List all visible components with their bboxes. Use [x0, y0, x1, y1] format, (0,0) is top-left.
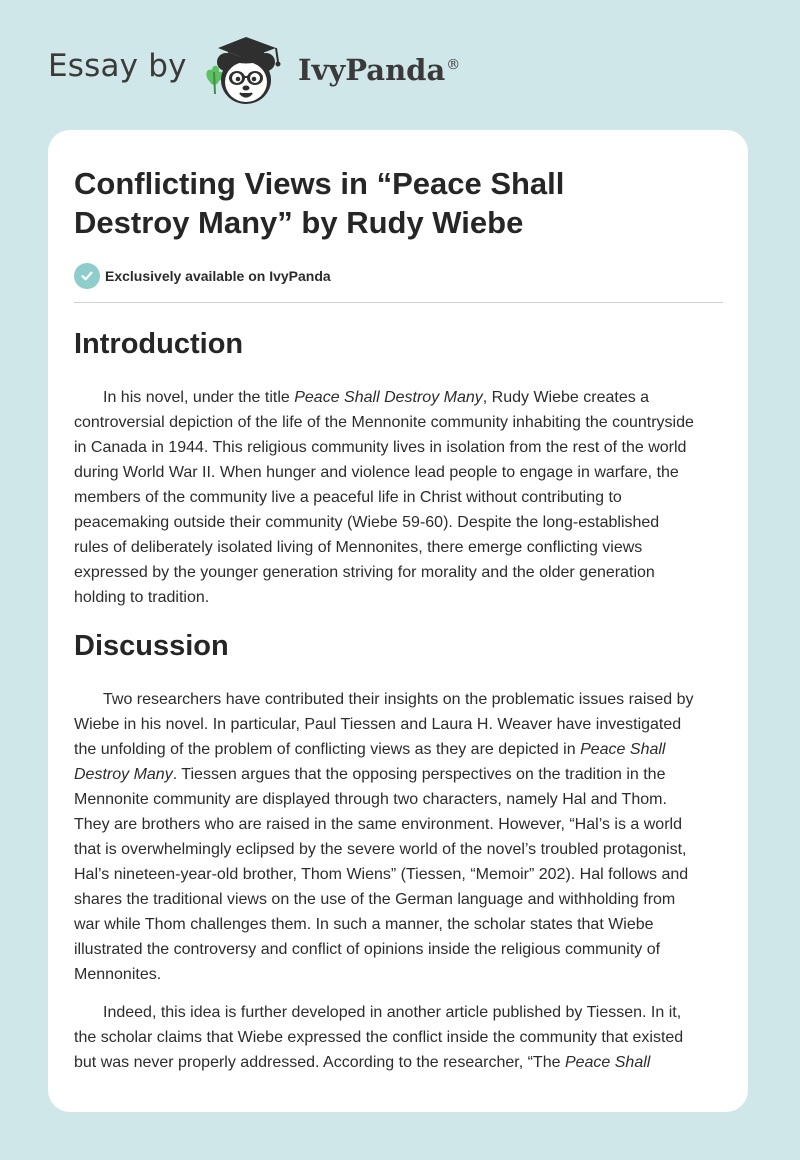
registered-mark: ® — [446, 57, 461, 74]
introduction-paragraph — [74, 385, 724, 610]
essay-by-label: Essay by — [48, 48, 187, 84]
title-line: Conflicting Views in “Peace Shall — [74, 166, 565, 201]
italic-title-text: Peace Shall Destroy Many — [294, 389, 483, 406]
paragraph-line — [74, 712, 724, 737]
body-text: holding to tradition. — [74, 589, 210, 606]
body-text: Mennonite community are displayed through two characters, namely Hal and Thom. — [74, 791, 667, 808]
body-text: Two researchers have contributed their insights on the problematic issues raised by — [103, 691, 694, 708]
paragraph-line — [74, 962, 724, 987]
body-text: war while Thom challenges them. In such a manner, the scholar states that Wiebe — [74, 916, 654, 933]
body-text: during World War II. When hunger and violence lead people to engage in warfare, the — [74, 464, 679, 481]
panda-graduate-icon[interactable] — [200, 34, 292, 110]
exclusive-label: Exclusively available on IvyPanda — [105, 268, 331, 284]
paragraph-line — [74, 585, 724, 610]
paragraph-line — [74, 762, 724, 787]
check-circle-icon — [74, 263, 100, 289]
site-header — [0, 0, 800, 130]
paragraph-line — [74, 560, 724, 585]
paragraph-line — [74, 862, 724, 887]
section-heading-discussion: Discussion — [74, 630, 229, 662]
paragraph-line — [74, 485, 724, 510]
paragraph-line — [74, 1000, 724, 1025]
essay-card — [48, 130, 748, 1112]
body-text: but was never properly addressed. According to the researcher, “The — [74, 1054, 565, 1071]
paragraph-line — [74, 1050, 724, 1075]
discussion-paragraph-1 — [74, 687, 724, 987]
body-text: . Tiessen argues that the opposing perspectives on the tradition in the — [172, 766, 666, 783]
paragraph-line — [74, 837, 724, 862]
paragraph-line — [74, 385, 724, 410]
paragraph-line — [74, 812, 724, 837]
body-text: the unfolding of the problem of conflicting views as they are depicted in — [74, 741, 581, 758]
paragraph-line — [74, 435, 724, 460]
paragraph-line — [74, 1025, 724, 1050]
italic-title-text: Peace Shall — [564, 1054, 651, 1071]
body-text: controversial depiction of the life of the Mennonite community inhabiting the countryside — [74, 414, 694, 431]
paragraph-line — [74, 460, 724, 485]
body-text: that is overwhelmingly eclipsed by the severe world of the novel’s troubled protagonist, — [74, 841, 687, 858]
paragraph-line — [74, 535, 724, 560]
paragraph-line — [74, 887, 724, 912]
body-text: rules of deliberately isolated living of Mennonites, there emerge conflicting views — [74, 539, 643, 556]
body-text: shares the traditional views on the use of the German language and withholding from — [74, 891, 676, 908]
body-text: in Canada in 1944. This religious community lives in isolation from the rest of the world — [74, 439, 687, 456]
divider — [74, 302, 723, 303]
page-title — [74, 164, 694, 242]
paragraph-line — [74, 737, 724, 762]
italic-title-text: Destroy Many — [74, 766, 173, 783]
paragraph-line — [74, 510, 724, 535]
body-text: , Rudy Wiebe creates a — [482, 389, 650, 406]
body-text: Hal’s nineteen-year-old brother, Thom Wiens” (Tiessen, “Memoir” 202). Hal follows and — [74, 866, 689, 883]
body-text: illustrated the controversy and conflict of opinions inside the religious community of — [74, 941, 661, 958]
title-line: Destroy Many” by Rudy Wiebe — [74, 205, 524, 240]
section-heading-introduction: Introduction — [74, 328, 244, 360]
paragraph-line — [74, 937, 724, 962]
discussion-paragraph-2 — [74, 1000, 724, 1075]
body-text: Mennonites. — [74, 966, 162, 983]
paragraph-line — [74, 787, 724, 812]
exclusive-badge — [74, 263, 331, 289]
paragraph-line — [74, 410, 724, 435]
paragraph-line — [74, 687, 724, 712]
body-text: In his novel, under the title — [103, 389, 295, 406]
body-text: the scholar claims that Wiebe expressed the conflict inside the community that existed — [74, 1029, 684, 1046]
body-text: peacemaking outside their community (Wiebe 59-60). Despite the long-established — [74, 514, 660, 531]
body-text: members of the community live a peaceful life in Christ without contributing to — [74, 489, 622, 506]
brand-name[interactable]: IvyPanda® — [298, 53, 461, 87]
body-text: Wiebe in his novel. In particular, Paul Tiessen and Laura H. Weaver have investigated — [74, 716, 682, 733]
body-text: expressed by the younger generation striving for morality and the older generation — [74, 564, 655, 581]
italic-title-text: Peace Shall — [580, 741, 666, 758]
paragraph-line — [74, 912, 724, 937]
body-text: They are brothers who are raised in the same environment. However, “Hal’s is a world — [74, 816, 682, 833]
body-text: Indeed, this idea is further developed in another article published by Tiessen. In it, — [103, 1004, 682, 1021]
